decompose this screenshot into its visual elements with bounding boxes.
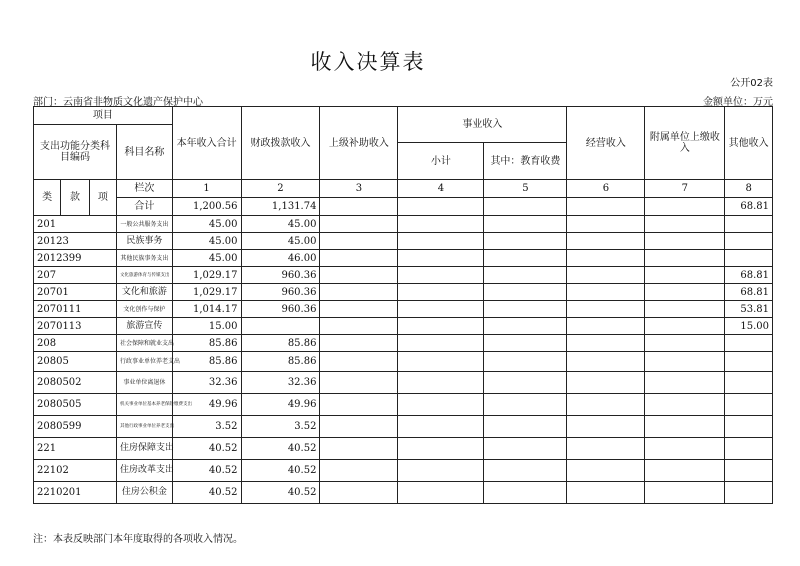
row-other — [725, 250, 773, 267]
row-total: 15.00 — [172, 318, 241, 335]
row-total: 40.52 — [172, 460, 241, 482]
total-row-label: 合计 — [117, 198, 173, 216]
row-total: 45.00 — [172, 216, 241, 233]
row-fiscal: 40.52 — [241, 438, 320, 460]
row-code: 2080599 — [34, 416, 117, 438]
empty-cell — [484, 352, 567, 372]
header-func-code: 支出功能分类科目编码 — [34, 125, 117, 180]
row-total: 45.00 — [172, 233, 241, 250]
row-subject-name: 民族事务 — [117, 233, 173, 250]
row-subject-name: 其他行政事业单位养老支出 — [117, 416, 173, 438]
table-row — [34, 250, 773, 267]
empty-cell — [567, 216, 645, 233]
row-subject-name: 旅游宣传 — [117, 318, 173, 335]
col-number: 3 — [320, 180, 398, 198]
header-kuan: 款 — [61, 180, 89, 216]
row-other: 68.81 — [725, 284, 773, 301]
empty-cell — [484, 216, 567, 233]
row-fiscal: 45.00 — [241, 216, 320, 233]
row-total: 1,029.17 — [172, 267, 241, 284]
empty-cell — [484, 335, 567, 352]
table-row — [34, 438, 773, 460]
empty-cell — [645, 394, 725, 416]
row-fiscal: 46.00 — [241, 250, 320, 267]
empty-cell — [645, 216, 725, 233]
department-label: 部门：云南省非物质文化遗产保护中心 — [33, 97, 203, 108]
row-code: 207 — [34, 267, 117, 284]
empty-cell — [484, 267, 567, 284]
empty-cell — [567, 250, 645, 267]
row-total: 49.96 — [172, 394, 241, 416]
row-other — [725, 372, 773, 394]
empty-cell — [320, 198, 398, 216]
col-number: 1 — [172, 180, 241, 198]
row-code: 20805 — [34, 352, 117, 372]
row-subject-name: 住房保障支出 — [117, 438, 173, 460]
empty-cell — [484, 250, 567, 267]
empty-cell — [484, 233, 567, 250]
row-other — [725, 394, 773, 416]
row-other — [725, 352, 773, 372]
row-fiscal: 32.36 — [241, 372, 320, 394]
row-fiscal: 49.96 — [241, 394, 320, 416]
col-number: 5 — [484, 180, 567, 198]
row-other: 15.00 — [725, 318, 773, 335]
row-code: 2080505 — [34, 394, 117, 416]
header-career-income: 事业收入 — [398, 107, 567, 143]
empty-cell — [398, 335, 484, 352]
row-code: 2070113 — [34, 318, 117, 335]
empty-cell — [484, 394, 567, 416]
empty-cell — [398, 482, 484, 504]
empty-cell — [320, 318, 398, 335]
empty-cell — [567, 438, 645, 460]
empty-cell — [645, 233, 725, 250]
table-row — [34, 301, 773, 318]
table-note: 注：本表反映部门本年度取得的各项收入情况。 — [33, 534, 243, 545]
header-subject-name: 科目名称 — [117, 125, 173, 180]
row-total: 1,029.17 — [172, 284, 241, 301]
empty-cell — [320, 216, 398, 233]
total-row-other: 68.81 — [725, 198, 773, 216]
row-total: 40.52 — [172, 482, 241, 504]
empty-cell — [320, 372, 398, 394]
row-subject-name: 其他民族事务支出 — [117, 250, 173, 267]
empty-cell — [320, 284, 398, 301]
empty-cell — [645, 352, 725, 372]
row-subject-name: 文化创作与保护 — [117, 301, 173, 318]
header-superior-subsidy: 上级补助收入 — [320, 107, 398, 180]
row-total: 1,014.17 — [172, 301, 241, 318]
empty-cell — [320, 352, 398, 372]
empty-cell — [567, 267, 645, 284]
header-col-label: 栏次 — [117, 180, 173, 198]
col-number: 4 — [398, 180, 484, 198]
row-total: 85.86 — [172, 352, 241, 372]
empty-cell — [645, 250, 725, 267]
empty-cell — [484, 301, 567, 318]
empty-cell — [398, 233, 484, 250]
row-code: 2080502 — [34, 372, 117, 394]
total-row-total: 1,200.56 — [172, 198, 241, 216]
row-other — [725, 482, 773, 504]
empty-cell — [567, 198, 645, 216]
empty-cell — [567, 416, 645, 438]
empty-cell — [320, 394, 398, 416]
table-row — [34, 482, 773, 504]
row-subject-name: 住房公积金 — [117, 482, 173, 504]
table-row — [34, 335, 773, 352]
empty-cell — [398, 460, 484, 482]
row-fiscal — [241, 318, 320, 335]
empty-cell — [567, 233, 645, 250]
table-row — [34, 352, 773, 372]
empty-cell — [398, 267, 484, 284]
empty-cell — [398, 301, 484, 318]
table-row — [34, 267, 773, 284]
empty-cell — [567, 301, 645, 318]
empty-cell — [398, 318, 484, 335]
table-row — [34, 372, 773, 394]
header-other-income: 其他收入 — [725, 107, 773, 180]
empty-cell — [320, 438, 398, 460]
row-fiscal: 40.52 — [241, 460, 320, 482]
empty-cell — [645, 267, 725, 284]
table-row — [34, 318, 773, 335]
empty-cell — [645, 482, 725, 504]
row-subject-name: 文化旅游体育与传媒支出 — [117, 267, 173, 284]
empty-cell — [645, 372, 725, 394]
empty-cell — [398, 352, 484, 372]
header-total-income: 本年收入合计 — [172, 107, 241, 180]
row-fiscal: 960.36 — [241, 267, 320, 284]
empty-cell — [398, 284, 484, 301]
empty-cell — [567, 372, 645, 394]
empty-cell — [484, 284, 567, 301]
row-subject-name: 机关事业单位基本养老保险缴费支出 — [117, 394, 173, 416]
empty-cell — [567, 352, 645, 372]
empty-cell — [320, 482, 398, 504]
empty-cell — [398, 250, 484, 267]
empty-cell — [567, 394, 645, 416]
empty-cell — [398, 438, 484, 460]
row-other: 68.81 — [725, 267, 773, 284]
empty-cell — [645, 416, 725, 438]
empty-cell — [484, 318, 567, 335]
col-number: 6 — [567, 180, 645, 198]
empty-cell — [484, 438, 567, 460]
empty-cell — [567, 460, 645, 482]
row-fiscal: 85.86 — [241, 352, 320, 372]
row-subject-name: 住房改革支出 — [117, 460, 173, 482]
income-table — [33, 106, 773, 504]
row-fiscal: 3.52 — [241, 416, 320, 438]
empty-cell — [645, 284, 725, 301]
row-code: 2210201 — [34, 482, 117, 504]
row-fiscal: 40.52 — [241, 482, 320, 504]
table-row — [34, 216, 773, 233]
empty-cell — [398, 394, 484, 416]
header-subtotal: 小计 — [398, 143, 484, 180]
empty-cell — [398, 198, 484, 216]
row-other — [725, 216, 773, 233]
empty-cell — [567, 318, 645, 335]
row-fiscal: 960.36 — [241, 301, 320, 318]
row-other — [725, 416, 773, 438]
empty-cell — [645, 301, 725, 318]
empty-cell — [567, 335, 645, 352]
row-other — [725, 438, 773, 460]
empty-cell — [567, 482, 645, 504]
empty-cell — [645, 318, 725, 335]
empty-cell — [398, 216, 484, 233]
empty-cell — [320, 416, 398, 438]
table-row — [34, 394, 773, 416]
row-subject-name: 社会保障和就业支出 — [117, 335, 173, 352]
row-fiscal: 85.86 — [241, 335, 320, 352]
row-subject-name: 一般公共服务支出 — [117, 216, 173, 233]
row-code: 201 — [34, 216, 117, 233]
header-item: 项目 — [34, 107, 173, 125]
empty-cell — [398, 372, 484, 394]
empty-cell — [484, 460, 567, 482]
empty-cell — [484, 372, 567, 394]
header-lei: 类 — [34, 180, 61, 216]
empty-cell — [398, 416, 484, 438]
empty-cell — [645, 460, 725, 482]
row-other — [725, 460, 773, 482]
col-number: 2 — [241, 180, 320, 198]
header-operating-income: 经营收入 — [567, 107, 645, 180]
empty-cell — [645, 335, 725, 352]
row-total: 3.52 — [172, 416, 241, 438]
empty-cell — [484, 416, 567, 438]
row-other — [725, 233, 773, 250]
table-row — [34, 460, 773, 482]
row-code: 2012399 — [34, 250, 117, 267]
form-number: 公开02表 — [730, 78, 773, 89]
header-of-which-education: 其中：教育收费 — [484, 143, 567, 180]
header-fiscal-income: 财政拨款收入 — [241, 107, 320, 180]
page-title: 收入决算表 — [310, 50, 426, 74]
empty-cell — [567, 284, 645, 301]
empty-cell — [320, 460, 398, 482]
unit-label: 金额单位：万元 — [703, 97, 773, 108]
row-code: 20123 — [34, 233, 117, 250]
empty-cell — [484, 198, 567, 216]
row-fiscal: 960.36 — [241, 284, 320, 301]
row-code: 221 — [34, 438, 117, 460]
row-code: 20701 — [34, 284, 117, 301]
col-number: 7 — [645, 180, 725, 198]
row-code: 208 — [34, 335, 117, 352]
table-row — [34, 416, 773, 438]
row-total: 85.86 — [172, 335, 241, 352]
empty-cell — [320, 301, 398, 318]
row-other: 53.81 — [725, 301, 773, 318]
row-code: 22102 — [34, 460, 117, 482]
header-affiliated-income: 附属单位上缴收入 — [645, 107, 725, 180]
row-total: 45.00 — [172, 250, 241, 267]
empty-cell — [645, 438, 725, 460]
col-number: 8 — [725, 180, 773, 198]
header-xiang: 项 — [89, 180, 116, 216]
empty-cell — [320, 233, 398, 250]
row-total: 40.52 — [172, 438, 241, 460]
row-subject-name: 事业单位离退休 — [117, 372, 173, 394]
row-total: 32.36 — [172, 372, 241, 394]
table-row — [34, 284, 773, 301]
row-subject-name: 行政事业单位养老支出 — [117, 352, 173, 372]
row-fiscal: 45.00 — [241, 233, 320, 250]
empty-cell — [320, 267, 398, 284]
row-other — [725, 335, 773, 352]
table-row — [34, 233, 773, 250]
row-code: 2070111 — [34, 301, 117, 318]
empty-cell — [484, 482, 567, 504]
empty-cell — [320, 335, 398, 352]
row-subject-name: 文化和旅游 — [117, 284, 173, 301]
empty-cell — [645, 198, 725, 216]
total-row-fiscal: 1,131.74 — [241, 198, 320, 216]
empty-cell — [320, 250, 398, 267]
